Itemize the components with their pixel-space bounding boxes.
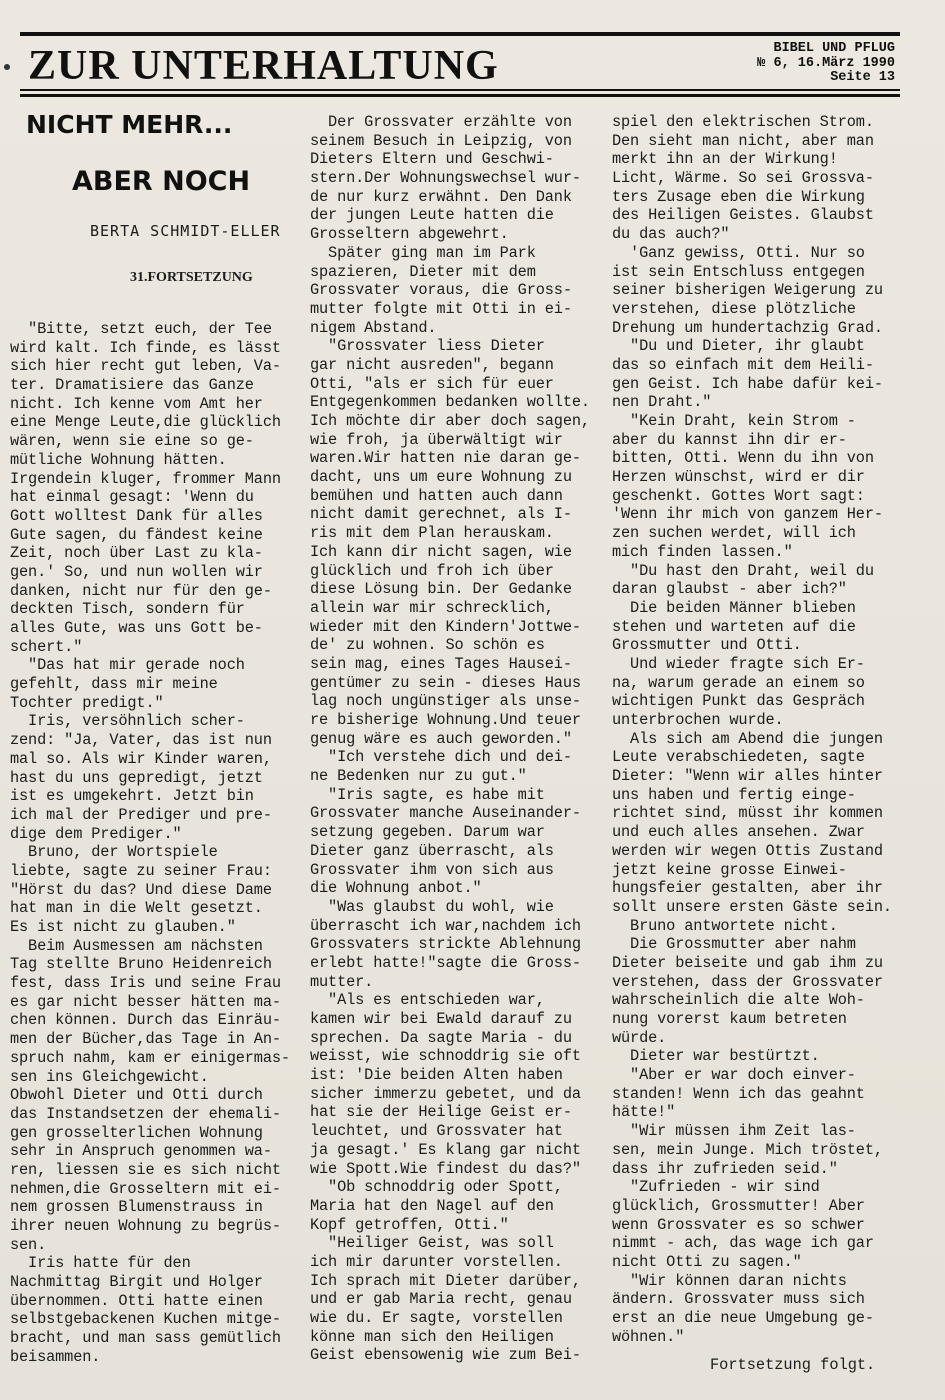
text-line: Dieters Eltern und Geschwi- (310, 150, 554, 169)
text-line: spiel den elektrischen Strom. (612, 113, 874, 131)
text-line: "Bitte, setzt euch, der Tee (10, 320, 272, 338)
text-line: erst an die neue Umgebung ge- (612, 1309, 874, 1327)
issue-date: № 6, 16.März 1990 (757, 55, 895, 71)
text-line: "Du und Dieter, ihr glaubt (612, 337, 865, 356)
text-line: leuchtet, und Grossvater hat (310, 1122, 563, 1141)
text-line: Beim Ausmessen am nächsten (10, 936, 263, 955)
text-line: Bruno antwortete nicht. (612, 916, 838, 935)
text-line: ihrer neuen Wohnung zu begrüs- (10, 1217, 281, 1235)
text-line: alles Gute, was uns Gott be- (10, 619, 263, 637)
page-number: Seite 13 (830, 70, 895, 85)
text-line: Der Grossvater erzählte von (310, 113, 572, 131)
headline-secondary: ABER NOCH (72, 166, 251, 197)
text-line: ren, liessen sie es sich nicht (10, 1160, 281, 1179)
text-line: gefehlt, dass mir meine (10, 675, 218, 694)
text-line: nen Draht." (612, 393, 712, 412)
text-line: sen ins Gleichgewicht. (10, 1067, 209, 1086)
text-line: nung vorerst kaum betreten (612, 1010, 847, 1028)
text-line: wieder mit den Kindern'Jottwe- (310, 617, 581, 636)
text-line: waren.Wir hatten nie daran ge- (310, 449, 581, 468)
section-title: ZUR UNTERHALTUNG (28, 43, 499, 89)
text-line: hast du uns gepredigt, jetzt (10, 768, 263, 787)
text-line: ja gesagt.' Es klang gar nicht (310, 1140, 581, 1159)
text-line: fest, dass Iris und seine Frau (10, 974, 281, 993)
text-line: ter. Dramatisiere das Ganze (10, 376, 254, 395)
text-line: Später ging man im Park (310, 243, 536, 262)
text-line: ich mir darunter vorstellen. (310, 1252, 563, 1271)
text-line: sprechen. Da sagte Maria - du (310, 1028, 572, 1047)
text-line: mal so. Als wir Kinder waren, (10, 749, 272, 768)
text-line: "Kein Draht, kein Strom - (612, 412, 856, 430)
text-line: sehr in Anspruch genommen wa- (10, 1142, 272, 1161)
text-line: wie froh, ja überwältigt wir (310, 430, 563, 449)
text-line: nicht Otti zu sagen." (612, 1252, 802, 1271)
text-line: wöhnen." (612, 1327, 685, 1346)
text-line: der jungen Leute hatten die (310, 206, 554, 225)
text-line: würde. (612, 1028, 667, 1047)
text-line: Kopf getroffen, Otti." (310, 1215, 509, 1234)
text-line: danken, nicht nur für den ge- (10, 581, 272, 600)
text-line: Geist ebensowenig wie zum Bei- (310, 1346, 581, 1365)
text-line: Grossvater voraus, die Gross- (310, 281, 572, 300)
text-line: und er gab Maria recht, genau (310, 1290, 572, 1309)
text-line: ris mit dem Plan herauskam. (310, 524, 554, 543)
text-line: dacht, uns um eure Wohnung zu (310, 468, 572, 487)
text-line: nehmen,die Grosseltern mit ei- (10, 1179, 281, 1198)
text-line: selbstgebackenen Kuchen mitge- (10, 1310, 281, 1329)
text-line: "Iris sagte, es habe mit (310, 785, 545, 804)
text-line: zen suchen werdet, will ich (612, 524, 856, 543)
text-line: "Ob schnoddrig oder Spott, (310, 1178, 563, 1197)
text-line: gentümer zu sein - dieses Haus (310, 673, 581, 692)
text-line: "Heiliger Geist, was soll (310, 1234, 554, 1253)
text-line: hat sie der Heilige Geist er- (310, 1103, 572, 1122)
text-line: Grossvaters strickte Ablehnung (310, 935, 581, 954)
text-line: Grossmutter und Otti. (612, 636, 802, 655)
text-line: Dieter ganz überrascht, als (310, 841, 554, 860)
text-line: überrascht ich war,nachdem ich (310, 916, 581, 935)
text-line: sen. (10, 1235, 47, 1254)
text-line: spruch nahm, kam er einigermas- (10, 1048, 290, 1067)
text-line: Dieter: "Wenn wir alles hinter (612, 767, 883, 786)
text-line: Obwohl Dieter und Otti durch (10, 1086, 263, 1105)
text-line: lag noch ungünstiger als unse- (310, 692, 581, 711)
text-line: übernommen. Otti hatte einen (10, 1291, 263, 1310)
text-line: diese Lösung bin. Der Gedanke (310, 580, 572, 599)
text-line: Den sieht man nicht, aber man (612, 131, 874, 150)
text-line: na, warum gerade an einem so (612, 673, 865, 692)
continued-note: Fortsetzung folgt. (710, 1356, 876, 1374)
text-line: das Instandsetzen der ehemali- (10, 1104, 281, 1123)
text-line: du das auch?" (612, 225, 730, 244)
text-line: gen grosselterlichen Wohnung (10, 1123, 263, 1142)
text-line: Dieter war bestürtzt. (612, 1047, 820, 1066)
publication-name: BIBEL UND PFLUG (773, 41, 895, 56)
text-line: Grosseltern abgewehrt. (310, 225, 509, 244)
text-line: re bisherige Wohnung.Und teuer (310, 711, 581, 729)
text-line: hätte!" (612, 1103, 676, 1122)
text-line: verstehen, diese plötzliche (612, 299, 856, 318)
text-line: bracht, und man sass gemütlich (10, 1329, 281, 1348)
text-line: Ich möchte dir aber doch sagen, (310, 412, 590, 430)
text-line: merkt ihn an der Wirkung! (612, 150, 838, 169)
text-line: 'Ganz gewiss, Otti. Nur so (612, 243, 865, 262)
text-line: wenn Grossvater es so schwer (612, 1215, 865, 1234)
text-line: Und wieder fragte sich Er- (612, 654, 865, 673)
text-line: ist: 'Die beiden Alten haben (310, 1066, 563, 1085)
text-column-2 (310, 113, 600, 1365)
text-line: nicht damit gerechnet, als I- (310, 505, 572, 524)
text-line: mutter. (310, 972, 374, 991)
masthead-rule-1 (20, 89, 900, 91)
text-line: geschenkt. Gottes Wort sagt: (612, 486, 865, 505)
text-line: erlebt hatte!"sagte die Gross- (310, 953, 581, 972)
text-line: stern.Der Wohnungswechsel wur- (310, 169, 581, 188)
text-line: glücklich und froh ich über (310, 561, 554, 580)
text-line: bemühen und hatten auch dann (310, 486, 563, 505)
text-line: sollt unsere ersten Gäste sein. (612, 897, 892, 916)
text-line: weisst, wie schnoddrig sie oft (310, 1047, 581, 1066)
text-line: Tochter predigt." (10, 693, 164, 712)
text-line: Drehung um hundertachzig Grad. (612, 318, 883, 337)
text-line: "Was glaubst du wohl, wie (310, 897, 554, 916)
text-line: wahrscheinlich die alte Woh- (612, 991, 865, 1010)
text-line: hat einmal gesagt: 'Wenn du (10, 488, 254, 507)
author-name: BERTA SCHMIDT-ELLER (90, 222, 281, 240)
text-line: Otti, "als er sich für euer (310, 374, 554, 393)
text-line: "Hörst du das? Und diese Dame (10, 880, 272, 899)
text-line: spazieren, Dieter mit dem (310, 262, 536, 281)
text-line: men der Bücher,das Tage in An- (10, 1030, 281, 1049)
top-rule (20, 32, 900, 36)
text-line: "Ich verstehe dich und dei- (310, 748, 572, 767)
text-line: chen können. Durch das Einräu- (10, 1011, 281, 1030)
text-line: es gar nicht besser hätten ma- (10, 992, 281, 1011)
text-line: sein mag, eines Tages Hausei- (310, 654, 572, 673)
text-line: mutter folgte mit Otti in ei- (310, 299, 572, 318)
text-line: Nachmittag Birgit und Holger (10, 1273, 263, 1292)
text-line: "Zufrieden - wir sind (612, 1178, 820, 1197)
text-line: allein war mir schrecklich, (310, 598, 554, 617)
text-line: verstehen, dass der Grossvater (612, 972, 883, 991)
text-line: nimmt - ach, das wage ich gar (612, 1234, 874, 1253)
text-line: Herzen wünschst, wird er dir (612, 468, 865, 487)
text-line: "Grossvater liess Dieter (310, 337, 545, 356)
text-line: seinem Besuch in Leipzig, von (310, 131, 572, 150)
text-line: Ich sprach mit Dieter darüber, (310, 1271, 581, 1290)
text-line: richtet sind, müsst ihr kommen (612, 804, 883, 823)
text-line: und euch alles ansehen. Zwar (612, 823, 865, 842)
text-line: sicher immerzu gebetet, und da (310, 1084, 581, 1103)
text-line: Maria hat den Nagel auf den (310, 1196, 554, 1215)
text-line: sen, mein Junge. Mich tröstet, (612, 1140, 883, 1159)
text-line: kamen wir bei Ewald darauf zu (310, 1010, 572, 1028)
text-line: nigem Abstand. (310, 318, 437, 337)
margin-dot (4, 64, 10, 70)
text-line: Die Grossmutter aber nahm (612, 935, 856, 954)
text-line: gar nicht ausreden", begann (310, 355, 554, 374)
text-line: dige dem Prediger." (10, 824, 182, 843)
text-line: Ich kann dir nicht sagen, wie (310, 542, 572, 561)
text-line: sich hier recht gut leben, Va- (10, 357, 281, 376)
text-line: ne Bedenken nur zu gut." (310, 767, 527, 786)
text-line: de nur kurz erwähnt. Den Dank (310, 187, 572, 206)
text-line: aber du kannst ihn dir er- (612, 430, 847, 449)
text-line: Die beiden Männer blieben (612, 598, 856, 617)
masthead-rule-2 (20, 94, 900, 97)
text-line: wie du. Er sagte, vorstellen (310, 1309, 563, 1327)
text-line: dass ihr zufrieden seid." (612, 1159, 838, 1178)
text-line: Gott wolltest Dank für alles (10, 506, 263, 525)
masthead-info (757, 42, 895, 86)
text-column-1 (10, 320, 296, 1367)
text-line: beisammen. (10, 1347, 101, 1366)
text-line: gen.' So, und nun wollen wir (10, 562, 263, 581)
text-line: ich mal der Prediger und pre- (10, 805, 272, 824)
text-line: wie Spott.Wie findest du das?" (310, 1159, 581, 1178)
text-line: die Wohnung anbot." (310, 879, 482, 898)
text-line: Entgegenkommen bedanken wollte. (310, 393, 590, 412)
text-line: gen Geist. Ich habe dafür kei- (612, 374, 883, 393)
text-column-3 (612, 113, 897, 1346)
text-line: zend: "Ja, Vater, das ist nun (10, 731, 272, 750)
text-line: eine Menge Leute,die glücklich (10, 413, 281, 432)
text-line: nicht. Ich kenne vom Amt her (10, 394, 263, 413)
text-line: hungsfeier gestalten, aber ihr (612, 879, 883, 898)
text-line: ters Zusage eben die Wirkung (612, 187, 865, 206)
text-line: deckten Tisch, sondern für (10, 600, 245, 619)
text-line: Iris hatte für den (10, 1254, 191, 1273)
text-line: wären, wenn sie eine so ge- (10, 432, 254, 451)
text-line: uns haben und fertig einge- (612, 785, 856, 804)
text-line: Bruno, der Wortspiele (10, 843, 218, 862)
text-line: daran glaubst - aber ich?" (612, 580, 847, 599)
text-line: werden wir wegen Ottis Zustand (612, 841, 883, 860)
text-line: schert." (10, 637, 83, 656)
text-line: Gute sagen, du fändest keine (10, 525, 263, 544)
text-line: Iris, versöhnlich scher- (10, 712, 245, 731)
text-line: de' zu wohnen. So schön es (310, 636, 545, 655)
text-line: ändern. Grossvater muss sich (612, 1290, 865, 1309)
text-line: setzung gegeben. Darum war (310, 823, 545, 842)
text-line: Irgendein kluger, frommer Mann (10, 469, 281, 488)
text-line: stehen und warteten auf die (612, 617, 856, 636)
text-line: jetzt keine grosse Einwei- (612, 860, 847, 879)
text-line: das so einfach mit dem Heili- (612, 355, 874, 374)
text-line: Es ist nicht zu glauben." (10, 918, 236, 936)
text-line: Grossvater ihm von sich aus (310, 860, 554, 879)
text-line: "Du hast den Draht, weil du (612, 561, 874, 580)
text-line: Zeit, noch über Last zu kla- (10, 544, 263, 563)
text-line: könne man sich den Heiligen (310, 1327, 554, 1346)
text-line: Licht, Wärme. So sei Grossva- (612, 169, 874, 188)
text-line: mütliche Wohnung hätten. (10, 450, 227, 469)
text-line: genug wäre es auch geworden." (310, 729, 572, 748)
text-line: des Heiligen Geistes. Glaubst (612, 206, 874, 225)
text-line: wichtigen Punkt das Gespräch (612, 692, 865, 711)
text-line: nem grossen Blumenstrauss in (10, 1198, 263, 1217)
text-line: "Aber er war doch einver- (612, 1066, 856, 1085)
text-line: ist sein Entschluss entgegen (612, 262, 865, 281)
text-line: 'Wenn ihr mich von ganzem Her- (612, 505, 883, 524)
text-line: Als sich am Abend die jungen (612, 729, 883, 748)
text-line: Tag stellte Bruno Heidenreich (10, 955, 272, 974)
text-line: Grossvater manche Auseinander- (310, 804, 581, 823)
text-line: standen! Wenn ich das geahnt (612, 1084, 865, 1103)
text-line: Leute verabschiedeten, sagte (612, 748, 865, 767)
text-line: "Wir müssen ihm Zeit las- (612, 1122, 856, 1141)
text-line: "Das hat mir gerade noch (10, 656, 245, 675)
text-line: unterbrochen wurde. (612, 711, 784, 729)
text-line: liebte, sagte zu seiner Frau: (10, 861, 272, 880)
text-line: "Als es entschieden war, (310, 991, 545, 1010)
text-line: Dieter beiseite und gab ihm zu (612, 953, 883, 972)
text-line: hat man in die Welt gesetzt. (10, 899, 263, 918)
text-line: wird kalt. Ich finde, es lässt (10, 338, 281, 357)
text-line: "Wir können daran nichts (612, 1271, 847, 1290)
text-line: ist es umgekehrt. Jetzt bin (10, 787, 254, 806)
text-line: seiner bisherigen Weigerung zu (612, 281, 883, 300)
headline-primary: NICHT MEHR... (26, 110, 233, 139)
text-line: glücklich, Grossmutter! Aber (612, 1196, 865, 1215)
installment-label: 31.FORTSETZUNG (130, 270, 253, 285)
text-line: mich finden lassen." (612, 542, 793, 561)
text-line: bitten, Otti. Wenn du ihn von (612, 449, 874, 468)
